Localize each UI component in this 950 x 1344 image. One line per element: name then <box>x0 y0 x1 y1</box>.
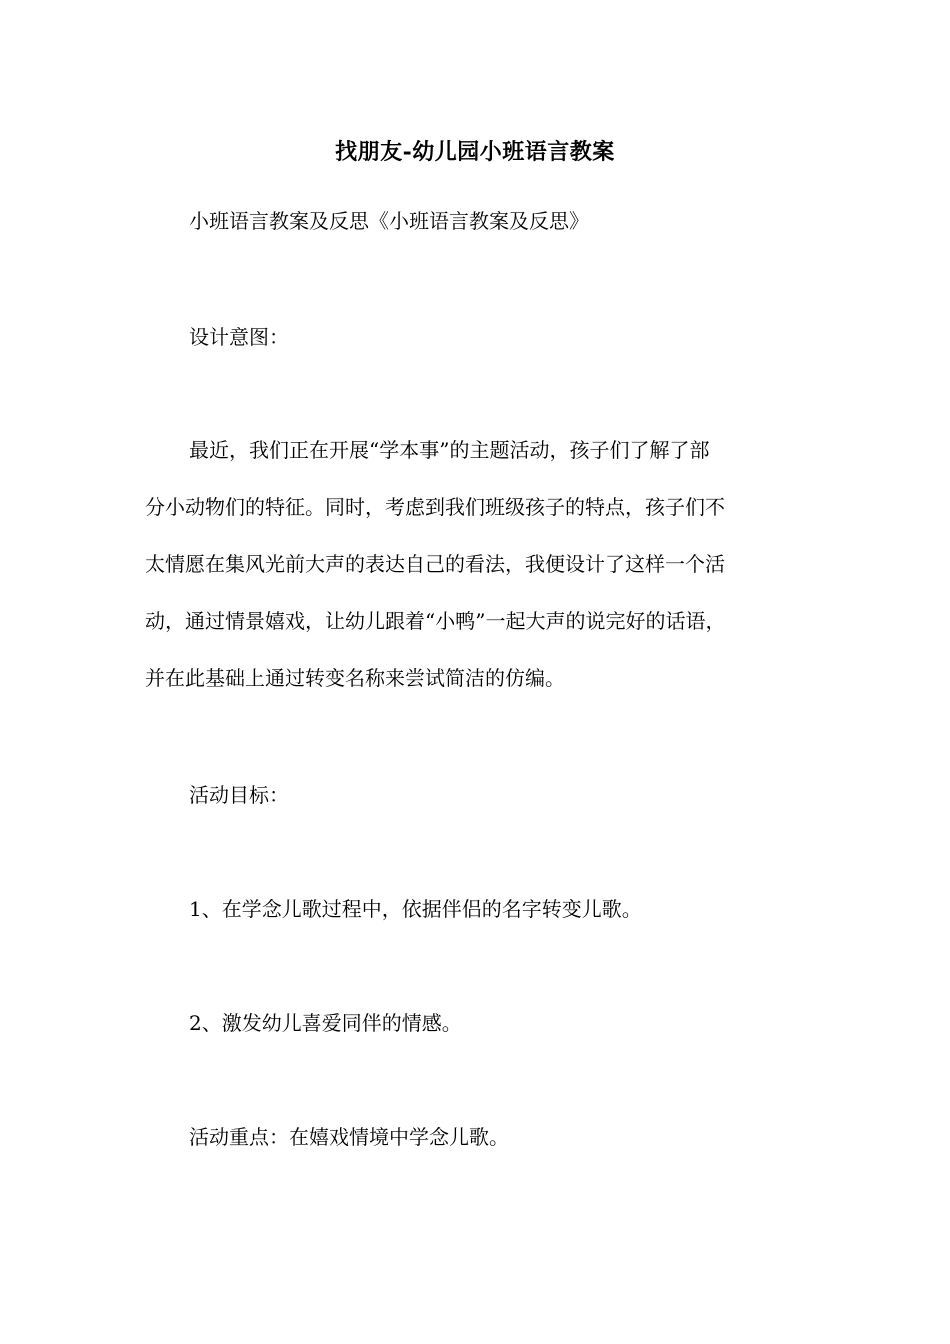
design-heading: 设计意图： <box>189 325 289 349</box>
goals-heading: 活动目标： <box>189 783 289 807</box>
document-title: 找朋友-幼儿园小班语言教案 <box>335 139 615 165</box>
goal-item-1: 1、在学念儿歌过程中，依据伴侣的名字转变儿歌。 <box>189 897 642 921</box>
design-paragraph-line: 分小动物们的特征。同时，考虑到我们班级孩子的特点，孩子们不 <box>145 495 725 519</box>
design-paragraph-line: 并在此基础上通过转变名称来尝试简洁的仿编。 <box>145 666 565 690</box>
document-subtitle: 小班语言教案及反思《小班语言教案及反思》 <box>189 209 589 233</box>
design-paragraph-line: 最近，我们正在开展“学本事”的主题活动，孩子们了解了部 <box>189 438 710 462</box>
design-paragraph-line: 动，通过情景嬉戏，让幼儿跟着“小鸭”一起大声的说完好的话语， <box>145 609 726 633</box>
key-point: 活动重点：在嬉戏情境中学念儿歌。 <box>189 1125 509 1149</box>
goal-item-2: 2、激发幼儿喜爱同伴的情感。 <box>189 1011 462 1035</box>
design-paragraph-line: 太情愿在集风光前大声的表达自己的看法，我便设计了这样一个活 <box>145 552 725 576</box>
